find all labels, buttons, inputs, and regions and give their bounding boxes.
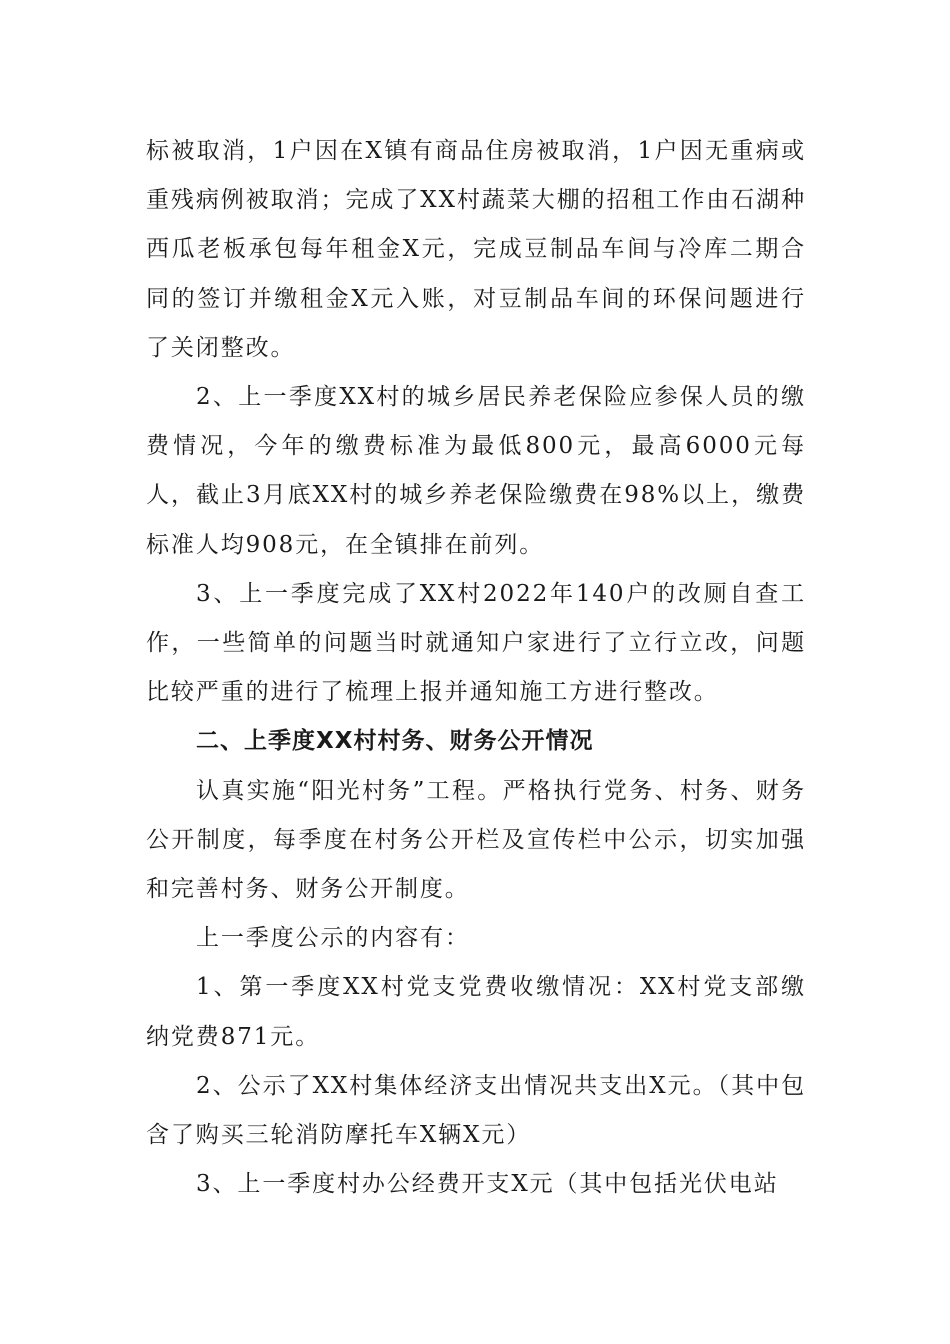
item-2-paragraph: 2、上一季度XX村的城乡居民养老保险应参保人员的缴费情况，今年的缴费标准为最低800元，最高6000元每人，截止3月底XX村的城乡养老保险缴费在98%以上，缴费标准人均908元，在全镇排在前列。 [146, 384, 806, 558]
sunshine-paragraph: 认真实施“阳光村务”工程。严格执行党务、村务、财务公开制度，每季度在村务公开栏及宣传栏中公示，切实加强和完善村务、财务公开制度。 [146, 777, 806, 903]
public-item-3-paragraph: 3、上一季度村办公经费开支X元（其中包括光伏电站 [196, 1171, 779, 1198]
continuation-paragraph: 标被取消，1户因在X镇有商品住房被取消，1户因无重病或重残病例被取消；完成了XX村蔬菜大棚的招租工作由石湖种西瓜老板承包每年租金X元，完成豆制品车间与冷库二期合同的签订并缴租金X元入账，对豆制品车间的环保问题进行了关闭整改。 [146, 138, 806, 361]
item-3-paragraph: 3、上一季度完成了XX村2022年140户的改厕自查工作，一些简单的问题当时就通知户家进行了立行立改，问题比较严重的进行了梳理上报并通知施工方进行整改。 [146, 580, 806, 706]
section-heading: 二、上季度XX村村务、财务公开情况 [196, 728, 594, 755]
public-item-2-paragraph: 2、公示了XX村集体经济支出情况共支出X元。（其中包含了购买三轮消防摩托车X辆X元） [146, 1072, 806, 1149]
public-item-1-paragraph: 1、第一季度XX村党支党费收缴情况：XX村党支部缴纳党费871元。 [146, 974, 806, 1050]
content-intro-paragraph: 上一季度公示的内容有： [196, 925, 470, 952]
document-body [146, 127, 806, 1209]
